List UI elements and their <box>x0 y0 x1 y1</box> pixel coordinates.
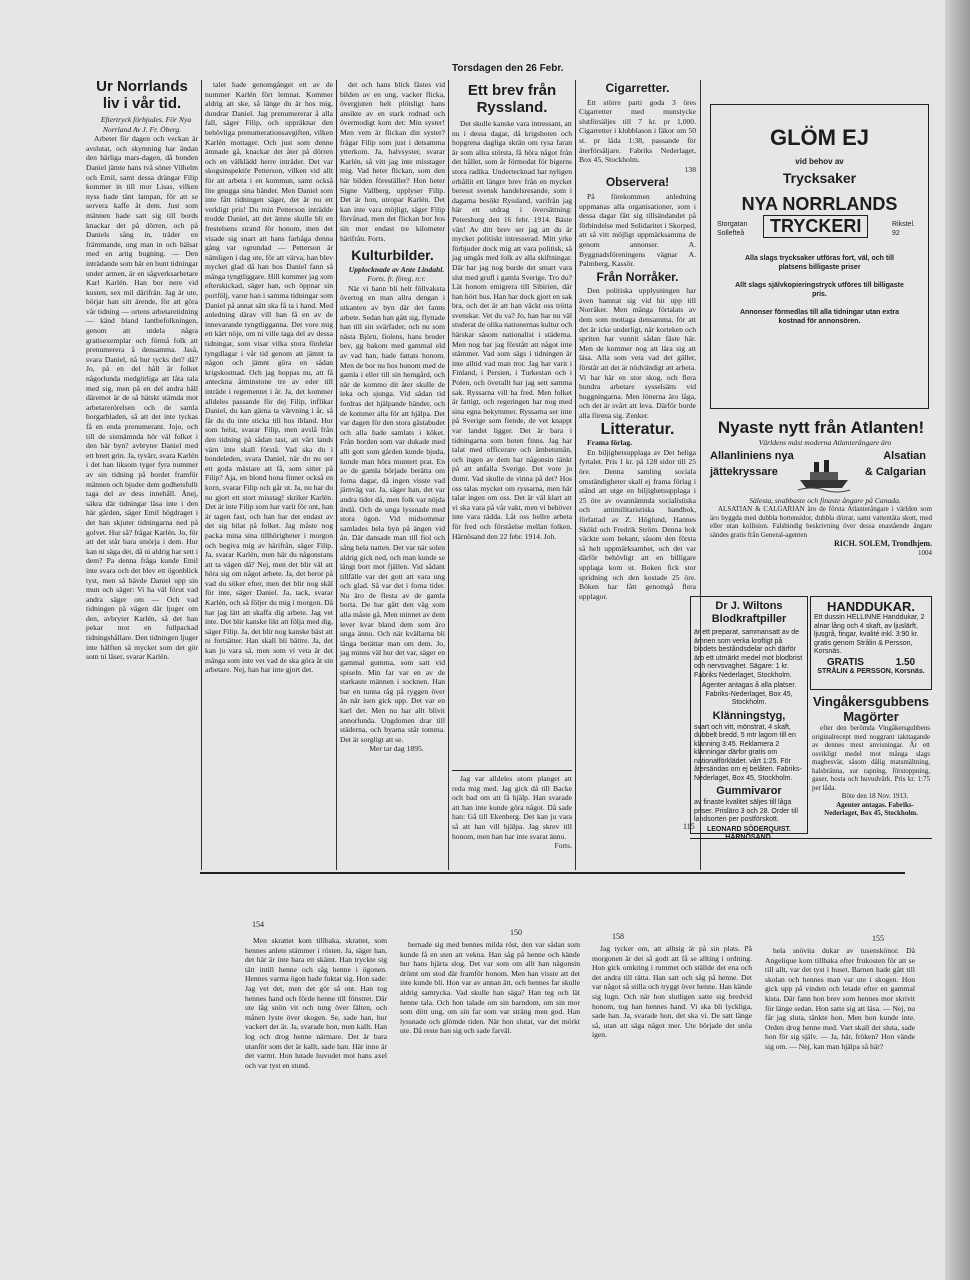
ad-title-cigarretter: Cigarretter. <box>605 81 670 95</box>
ad-gummi-title: Gummivaror <box>716 785 782 797</box>
column-rule <box>448 80 449 870</box>
ad-atlanten-number: 1004 <box>918 548 932 557</box>
book-page-4 <box>765 946 915 1196</box>
notice-title-observera: Observera! <box>605 175 670 190</box>
article-end-norrlands: det och hans blick fästes vid bilden av en ung, vacker flicka, övergjuten helt plötsligt hans ansikte av en stark rodnad och övermodigt kom det: Min syster! Men vem är flickan din syster? frågar Filip som just i detsamma ytterkom. Ja, halvsyster, svarar Karlén, så vitt jag inte misstager mig. Vad heter flickan, som den här bilden föreställer? Hon heter Signe Vallberg, upplyser Filip. Det är hon, utropar Karlén. Det kan inte vara möjligt, säger Filip förvånad, men det flickan bor hos sin mor endast tre kilometer härifrån. Forts. <box>340 80 445 243</box>
dateline: Torsdagen den 26 Febr. <box>452 63 564 74</box>
book-text: Men skrattet kom tillbaka, skrattet, som hennes anlete stämmer i rösten. Ja, säger han, det här är inte bara ett skämt. Han tryckte sig tätt intill henne och såg henne i ögonen. Hennes varma ögon hade fuktat sig. Hon sade: Jag vet det, men det gör så ont. Han tog hennes hand och förde henne till fönstret. Där ute låg snön vit och tung över fälten, och månen lyste över skogen. Se, sade han, hur vackert det är. Ja, svarade hon, men kallt. Han log och drog henne närmare. Det är bara utanför som det är kallt, sade han. Här inne är det varmt. Hon lutade huvudet mot hans axel och var tyst en stund. <box>245 936 387 1070</box>
ad-vingaker-title: Vingåkersgubbens Magörter <box>812 694 930 724</box>
article-title-litteratur: Litteratur. <box>600 420 675 438</box>
article-title-kulturbilder: Kulturbilder. <box>351 247 434 264</box>
ad-wilton-body: är ett preparat, sammansatt av de ämnen som verka kroftigt på blodets beståndsdelar och därför äro ett utmärkt medel mot blodbrist och nervsvaghet. Sägare: 1 kr. Fabriks Nederlaget, Stockholm. <box>694 629 803 679</box>
book-page-1 <box>245 936 387 1252</box>
ad-atlanten-mid: Sälesta, snabbaste och finaste ångare på Canada. <box>749 495 901 505</box>
ad-glom-ej <box>710 104 929 409</box>
column-4 <box>452 80 572 770</box>
ad-atlanten-left: Allanliniens nya <box>710 449 794 462</box>
ad-handdukar-sign: STRÅLIN & PERSSON, Korsnäs. <box>817 667 925 675</box>
book-text: hela snövita dukar av tusenskönor. Då Angelique kom tillbaka efter frukosten för att se till allt, var det tyst i huset. Barnen hade gått till skolan och hennes man var ute i skogen. Hon gick upp på vinden och letade efter en gammal kista. Där fann hon brev som hennes mor skrivit för länge sedan. Hon satte sig att läsa. — Nej, nu får jag sluta, tänkte hon. Men hon kunde inte. Orden drog henne med. Vart skall det sluta, sade hon för sig själv. — Ja, här, fröken? Hon vände sig om. — Nej, kan man hjälpa så här? <box>765 946 915 1051</box>
ad-klanning-title: Klänningstyg, <box>712 709 786 722</box>
ad-atlanten-title: Nyaste nytt från Atlanten! <box>717 418 925 437</box>
column-rule <box>336 80 337 870</box>
page-number: 155 <box>872 934 884 943</box>
book-page-2 <box>400 940 580 1240</box>
ad-number: 115 <box>683 822 695 831</box>
ad-handdukar-body: Ett dussin HELLINNE Handdukar, 2 alnar lång och 4 skaft, av ljuslärft, ljusgrå, fingar, kvalité inkl. 3:90 kr. gratis genom Strålin & Persson, Korsnäs. <box>814 614 925 655</box>
ad-handdukar <box>810 596 932 690</box>
article-title-norraker: Från Norråker. <box>596 269 679 284</box>
ad-glom-text: Alla slags trycksaker utföras fort, väl, och till platsens billigaste priser <box>745 255 894 271</box>
ad-atlanten-body: ALSATIAN & CALGARIAN äro de första Atlanterångare i världen som äro byggda med dubbla bottensidor, dubbla dörrar, samt vattentäta skott, med eller utan kollision. Falsbindig beskrivning över dessa enastående ångare sändes gratis från General-agenten <box>710 505 932 539</box>
article-title-ryssland: Ett brev från Ryssland. <box>467 82 557 116</box>
book-text: bernade sig med bennes milda röst, den var sådan som kunde få en sten att vekna. Han såg på henne och kände hur hans hjärta slog. Det var som om allt han någonsin drömt om stod där framför honom. Men han visste att det inte kunde bli. Hon var av annan ätt, och hennes far skulle aldrig samtycka. Vad skulle han säga? Han teg och lät henne tala. Och hon talade om sin barndom, om sin mor som dött ung, om sin far som var sträng men god. Han lyssnade och glömde tiden. När hon slutat, var det mörkt ute. Då reste han sig och sade farväl. <box>400 940 580 1036</box>
column-1 <box>86 76 198 868</box>
article-ending: Mer tar dag 1895. <box>369 744 424 754</box>
article-body-continued: talet hade genomgånget ett av de nummer Karlén fört lemnat. Kommer aldrig att ske, så länge du är hos mig, dundrar Daniel. Jag prenumererar å alla fall, säger Filip, och uppräknar den behövliga prenumerationsavgiften, vilken Karlén mottager. Och just som denne ämnade gå, knackar det åter på dörren och en välklädd herre inträder. Det var skogsinspektör Petterson, vilken vid allt för att arbeta i en kommun, samt också lite gnugga sina händer. Men Daniel som inte fått tidningen säger, det är nu ett verkligt pris! Du min Petterson inträdde trodde Daniel, att det ämne skulle bli en frestelsens strand för honom, men det visade sig snart att hans farhåga denna gång var ogrundad — Petterson är nämligen i dag ute, för att värva, han blev mycket glad då han hos Daniel fann så många tyngtliggare. Hill kommer jag som efterskickad, säger han, och öppnar sin portfölj, varur han i samma tidningar som Daniel på annat sätt ska få ta i hand. Med anledning därav vill han få en av de innevarande tyngtligganna. Det vore mig ett kärt nöje, om ni ville taga del av dessa tidningar, som visar vilka stora fördelar tyngdlagar i vår tid genom att jämnt ta någon och jämnt göra en sådan krigskostnad. Och jag hoppas nu, att få anteckna åtminstone tre av eder till inträde i regementet i år. Ja, det kommer alldeles passande för dej Filip, inflikar Daniel, du kan gärna ta värvning i år, så får du du inte sticka till hus ibland. Hur som helst, svarar Filip, men avslå från den tidning på sådan tast, att vårt lands värn inte skall förstå. Vad ska du i bondeleden, svara Daniel, när du nu ser ett goda mästare att få, som sitter på Filip? Aja, en blond hona finner också en korn, svarar Filip och går ut. Ja, nu har du nu gjort ett stort misstag! skriker Karlén. Det är inte Filip som har varit för ont, han är tagen fast, och han har det endast av det sig bilat på folket. Jag måste nog packa mina sina tillhörigheter i morgon och begiva mig av härifrån, säger Filip. Ja, svarar Karlén, men här du någonstans att ta vägen då? Nej, men det blir väl att höra sig om något arbete. Ja, det beror på vad du söker efter, men det blir nog skäl för inte, säger Daniel. Ja, tack, svarar Karlén, och så följer du mig i morgon. Då har jag lätt att skaffa dig arbete. Jag vet inte. Det blir kanske likt att följa med dig, säger Filip. Ja, det blir nog kanske bäst att ni fortsätter. Han skall bli bättre. Ja, det kan ju vara så, men som vi veta är det många som inte vet vad de ska göra åt sin arbetare. Nej, han har inte gjort det. <box>205 80 333 675</box>
ad-handdukar-gratis: GRATIS <box>826 656 864 668</box>
ad-klanning-body: svart och vitt, mönstrat, 4 skaft, dubbelt bredd, 5 mtr lagom till en klänning 3:45. Reklamera 2 klänningar därfor gratis om nationalförklädet. vårt 1:25. För återsändas om ej belåten. Fabriks-Nederlaget, Box 45, Stockholm. <box>694 723 802 782</box>
continued-note: Forts. <box>554 841 572 851</box>
section-rule <box>690 838 932 839</box>
ad-glom-company: NYA NORRLANDS <box>741 194 898 214</box>
ad-glom-line: vid behov av <box>795 157 844 166</box>
ad-handdukar-title: HANDDUKAR. <box>826 599 916 614</box>
article-body-ryssland: Det skulle kanske vara intressant, att nu i dessa dagar, då krigshoten och hopgrena dagliga skrän om rysa faran är som allra största, få höra något från det hållet, som år förmodat för bigerns stora radika. Undertecknad har nyligen erhållit ett längre brev från en mycket beresst svensk handelsresande, som i dagarna besökt Ryssland, varifrån jag här ett utdrag i översättning: Petersburg den 16 febr. 1914. Bäste vän! Av ditt brev ser jag att du är mycket politiskt intresserad. Mitt yrke förbjuder dock mig att vara politisk, så jag umgås med folk av alla skiftningar. Där har jag nog burde det smart vara slut med grufl i gamla Sverige. Tro du? Lät honom emigrera till Sibirien, där han hört hus. Han har dock gjort en sak bra, och det är att han väckt oss trötta svenskar. Vet du va? Jo, han har nu väl studerat de olika nationernas kultur och härskar såsom nationalist i städerna. Men nog har jag förstått att något inte stämmer. Vad som sägs i tidningen är inte alltid vad man tror. Jag har varit i Finland, i Persien, i Turkestan och i Polen, och överallt har jag sett samma sak. Ryssarna vill ha fred. Men folket är fattigt, och regeringen har nog med sina egna bekymmer. Ryssarna ser inte på Sverige som fiende, de vet knappt var landet ligger. Det är bara i tidningarna som hoten finns. Jag har talat med officerare och ämbetsmän, och ingen av dem har någonsin tänkt på att anfalla Sverige. Det vore ju dumt. Vad skulle de vinna på det? Hos oss talas mycket om ryssarna, men här talar ingen om oss. Det är väl klart att vi ska vara på vår vakt, men vi behöver inte vara rädda. Låt oss hellre arbeta för fred och förståelse mellan folken. Härnösand den 22 febr. 1914. Joh. <box>452 119 572 541</box>
column-rule <box>201 80 202 870</box>
page-number: 158 <box>612 932 624 941</box>
ad-gummi-body: av finaste kvalitet säljes till låga priser. Prisläro 3 och 28. Order till landsorten per postförskott. <box>694 799 798 823</box>
binding-edge <box>945 0 970 1280</box>
ad-glom-text: Allt slags självkopieringstryck utföres till billigaste pris. <box>735 282 904 298</box>
ad-vingaker <box>812 694 930 834</box>
notice-body-observera: På förekommen anledning uppmanas alla organisationer, som i dessa dagar fått sig tillsändandet på förbindelse med Solidaritet i Skorped, att så vitt möjligt uppmärksamma de genom annonser. A. Byggnadsföreningens vägnar A. Palmberg, Kassör. <box>579 191 696 269</box>
article-subtitle-litteratur: Frama förlag. <box>587 438 633 448</box>
ship-icon <box>798 450 850 492</box>
page-number: 154 <box>252 920 264 929</box>
book-page-3 <box>592 944 752 1244</box>
column-rule <box>575 80 576 870</box>
book-text: Jag tycker om, att alltsig är på sin plats. På morgonen är det så godt att få se allting i ordning. Hon gick omkring i rummet och ställde det ena och det andra till rätta. Han satt och såg på henne. Det var något så stilla och tryggt över henne. Han kände sig lugn. Och när hon slutligen satte sig bredvid honom, tog han hennes hand. Vi ska bli lyckliga, sade han. Ja, svarade hon, det ska vi. De satt länge så, utan att säga något mer. Ute började det snöa igen. <box>592 944 752 1040</box>
ad-vingaker-sign: Agenter antagas. Fabriks-Nederlaget, Box 45, Stockholm. <box>824 800 918 817</box>
ad-vingaker-date: Böte den 18 Nov. 1913. <box>841 792 909 800</box>
column-3 <box>340 80 445 870</box>
article-subtitle-kulturbilder: Upplocknade av Ante Lindahl. <box>348 264 445 274</box>
article-body-norrlands: Arbetet för dagen och veckan är avslutat, och skymning har ändan den härliga mars-dagen, då bonden Daniel jämte hans två söner Vilhelm och Emil, samt dessa drängar Filip kommer in till mor Lisas, vilken nyss hade tänt lampan, för att se servera kaffe åt dem. Just som männen hade satt sig till bords knackar det på dörren, och på Daniels sång in, träder en främmande, ung man in och hälsar med en artig bugning. — Den inträdande som bär en bunt tidningar under armen, är en sågverksarbetare Karl Karlén. Han bor nere vid kusten, sex mil därifrån. Jag är ute, börjar han sitt ärende, för att göra vår tidning — ortens arbetaretidning — känd bland lantbefolkningen, genom att utdela några gratisexemplar och förmå folk att prenumerera å densamma. Jaså, svara Daniel, nå hur tycks det? då? Jo, på en del håll är folket någorlunda medgörliga att låta tala med sig, men på en del andra håll däremot är de så hätskt stämda mot arbetarerörelsen och de samla borgarbladen, så att det inte tyckas få en enda prenumerant. Jojo, och till de sistnämnda hör väl folket i den här byn? avbryter Daniel med ett brett grin. Ja, tyvärr, svara Karlén i det han liksom tyger fyra nummer av sin tidning på bordet framför männen och bjuder dem godhetsfullt taga del av dess innehåll. Ånej, säkra där tidningar läsa inte i den här gården, säger Emil högdraget i det han skjuter tidningarna ned på golvet. Hur så? frågar Karlén. Jo, för att det står bara smörja i dem. Hur kan ni säga det, då ni aldrig har sett i dem? Pa denna fråga kunde Emil inte svara och det blev ett ögonblick tyst, men så hävde Daniel upp sin mun och säger: Vi ha väl förut vad andra säger om — Och vad tidningen på vägen där ljuger om den, avbryter Karlén, så det han pekar mot en fullpackad tidningshållare. Den tidningen ljuger inte hälften så mycket som det gör som ni läser, svarar Karlén. <box>86 134 198 662</box>
column-4b <box>452 774 572 870</box>
ad-glom-address: Storgatan Sollefteå <box>717 221 748 237</box>
ad-body-cigarretter: Ett större parti goda 3 öres Cigarretter med munstycke slutförsäljes till 7 kr. pr 1,000. Cigarretter i klubblason i fäkor om 50 st. pr låda 1:38, passande för återförsäljare. Fabriks Nederlaget, Box 45, Stockholm. <box>579 97 696 165</box>
ad-vingaker-body: efter den berömda Vingåkersgubbens originalrecept med noggrant iakttagande av dennes mest anvisningar. Är ett osvikligt medel mot många slags magbesvär, såsom dålig matsmältning, halsbränna, sur rapning, förstoppning, gaser, hosta och huvudvärk. Pris kr. 1:75 per låda. <box>812 724 930 792</box>
ad-glom-tryckeri: TRYCKERI <box>763 215 868 238</box>
ad-atlanten-right: & Calgarian <box>864 465 926 478</box>
ad-atlanten-agent: RICH. SOLEM, Trondhjem. <box>833 539 932 549</box>
ad-wilton-title: Dr J. Wiltons Blodkraftpiller <box>711 600 787 625</box>
article-body-letter: Jag var alldeles utom planget att reda mig med. Jag gick då till Backe och bad om att få hjälp. Han svarade att han inte kunde göra något. Då sade han: Gå till Ekenberg. Det kan ju vara så att han vill hjälpa. Jag skrev till honom, men han har inte svarat ännu. <box>452 774 572 841</box>
page-divider <box>200 872 905 874</box>
ad-atlanten <box>710 418 932 568</box>
ad-atlanten-right: Alsatian <box>883 449 926 462</box>
article-body-litteratur: En biljighetsupplaga av Det heliga fyrtalet. Pris 1 kr. på 128 sidor till 25 öre. Denna samling sociala omständigheter skall ej frama förlag i stånd att utge en biljighetsupplaga i 25 öre av ovannämnda socialistiska och antimilitaristiska handbok, författad av Z. Höglund, Hannes Sköld och Fredrik Ström. Denna bok väckte som bekant, såsom den första så helt uppmärksamhet, och det var därför behövligt att en billigare upplaga kom ut. Boken fick stor spridning och den kostade 25 öre. Böken har fått genomgå flera upplagor. <box>579 447 696 601</box>
column-2 <box>205 80 333 870</box>
ad-atlanten-left: jättekryssare <box>710 465 778 478</box>
ad-glom-title: GLÖM EJ <box>769 125 869 150</box>
ad-wilton-sign: Agenter antagas å alla platser. Fabriks-Nederlaget, Box 45, Stockholm. <box>701 682 797 706</box>
article-subtitle-norrlands: Eftertryck förbjudes. För Nya Norrland Av J. Fr. Öberg. <box>100 115 192 134</box>
ad-atlanten-sub: Världens mäst moderna Atlanterångare äro <box>758 438 892 447</box>
article-title-norrlands: Ur Norrlands liv i vår tid. <box>96 78 188 112</box>
ad-wilton <box>690 596 808 834</box>
article-body-norraker: Den politiska upplysningen har även hamnat sig vid hit upp till Norråker. Men många förtalats av dem som mottaga densamma, för att det är icke underligt, när korteken och spriten har vunnit sådan fäste här. Men de kommer nog att lära sig att läsa. Alla som veta vad det gäller, förstår att det är nödvändigt att arbeta. Vi har här en stor skog, och flera hundra arbetare sysselsätts vid huggningarna. Men lönerna äro låga, och det är svårt att leva. Därför borde alla förena sig. Zenker. <box>579 286 696 420</box>
ad-glom-trycksaker: Trycksaker <box>782 170 857 186</box>
column-5 <box>579 80 696 870</box>
ad-gummi-sign: LEONARD SÖDERQUIST. <box>706 825 791 833</box>
page-number: 150 <box>510 928 522 937</box>
continued-note: Forts. fr. föreg. n:r. <box>367 274 426 284</box>
section-rule <box>452 770 572 771</box>
ad-handdukar-price: 1.50 <box>895 656 916 668</box>
ad-glom-text: Annonser förmedlas till alla tidningar utan extra kostnad för annonsören. <box>739 309 900 325</box>
article-body-kulturbilder: När vi hann bli helt föllvaksta övertog en man allra dengan i utkanten av byn där det fanns arbete. Sedan han gått sig, flyttade han till sin svärfader, och nu som nästa Björn, fiolens, hans broder bev, gg bakom med gammal eld av vad han, hade fattats honom. Men de bor nu hos honom med de gamla i eller till sin hemgård, och när de kommo dit åter skulle de leka och sjunga. Vid sådan tid fordras det hjälpande händer, och de kommer alla för att hjälpa. Det var dagen för den stora gästabudet och alla hade samlats i köket. Från borden som var dukade med allt gott som gården kunde bjuda, kunde man höra muntert prat. En av de gamla började berätta om forna dagar, då ingen visste vad järnväg var. Ja, säger han, det var andra tider då, men folk var nöjda ändå. Och de unga lyssnade med stora ögon. Vid midsommar samlades hela byn på ängen vid ån. Där dansade man till fiol och sång hela natten. Det var när solen aldrig gick ned, och man kunde se långt bort mot fjällen. Vid sådant tillfälle var det gott att vara ung och glad. Så var det i forna tider. Nu äro de flesta av de gamla borta. De har gått den väg som alla måste gå. Men minnet av dem lever kvar bland dem som äro unga ännu. Och när kvällarna bli långa berättar man om dem. Jo, jag minns väl hur det var, säger en gammal gumma, som satt vid spiseln. Min far var en av de starkaste männen i socknen. Han bar en tunna råg på ryggen över ån när isen gick upp. Det var en karl det. Men nu har allt blivit annorlunda. Ungdomen drar till städerna, och byarna står tomma. Det är sorgligt att se. <box>340 283 445 744</box>
ad-glom-phone: Rikstel. 92 <box>892 221 915 237</box>
ad-number: 138 <box>684 164 696 174</box>
